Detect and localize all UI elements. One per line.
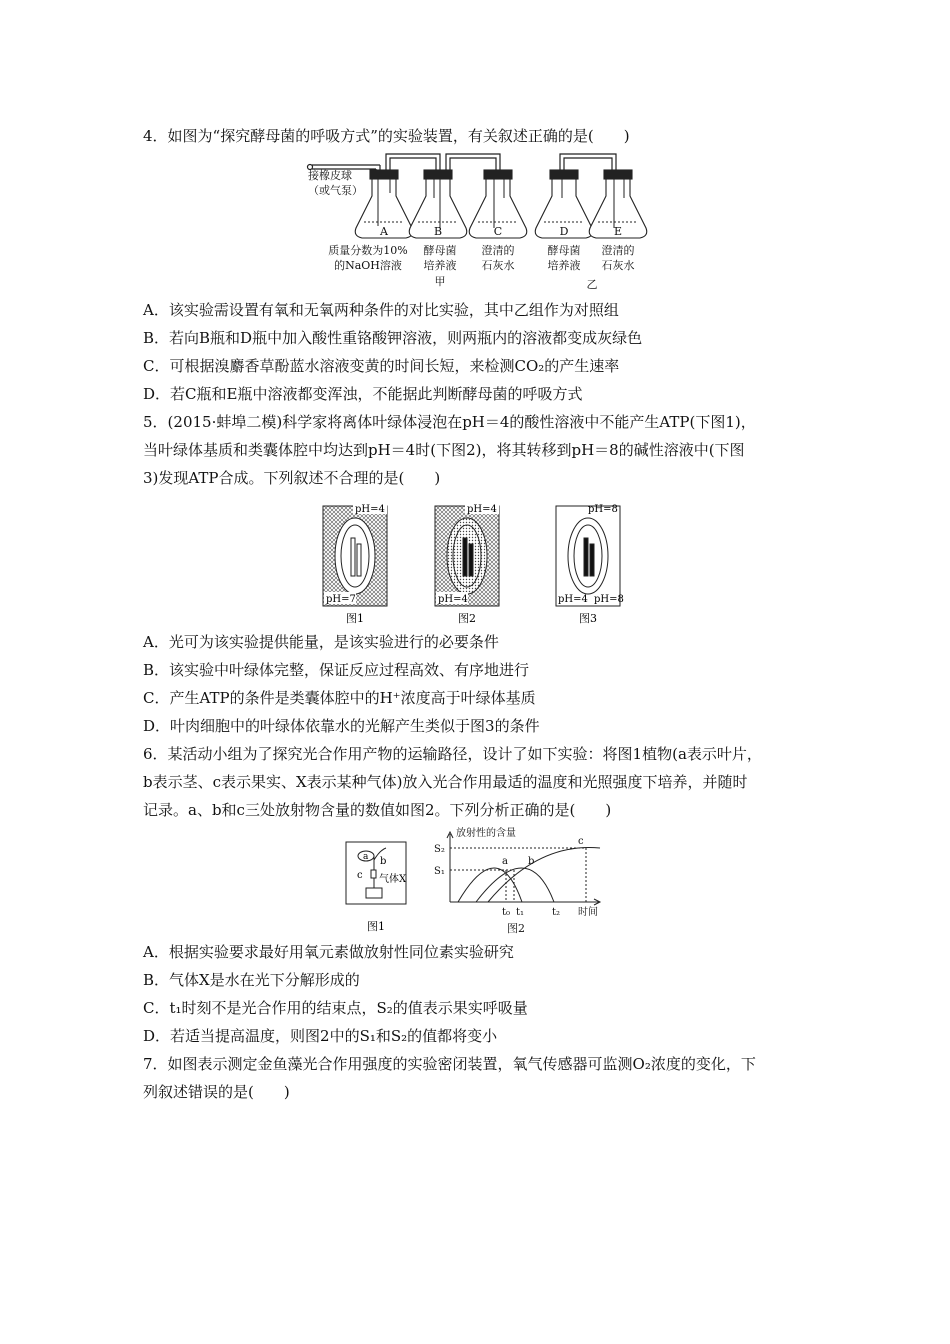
fig3-ph-top: pH=8 (588, 504, 618, 515)
fig2-ph-bottom: pH=4 (438, 594, 468, 605)
plant-label-c: c (357, 870, 363, 881)
q6-stem-line1: 6．某活动小组为了探究光合作用产物的运输路径，设计了如下实验：将图1植物(a表示叶片， (143, 745, 762, 763)
y-axis (447, 832, 453, 902)
q5-stem-line3: 3)发现ATP合成。下列叙述不合理的是( ) (143, 469, 441, 487)
q6-fig2-chart (428, 824, 608, 938)
q6-option-a: A．根据实验要求最好用氧元素做放射性同位素实验研究 (143, 943, 514, 961)
q5-option-a: A．光可为该实验提供能量，是该实验进行的必要条件 (143, 633, 499, 651)
q5-option-d: D．叶肉细胞中的叶绿体依靠水的光解产生类似于图3的条件 (143, 717, 540, 735)
t2-label: t₂ (552, 907, 561, 918)
x-axis-label: 时间 (578, 907, 598, 918)
flask-d-caption-2: 培养液 (547, 259, 581, 272)
s1-label: S₁ (434, 866, 445, 877)
q5-stem-line1: 5．(2015·蚌埠二模)科学家将离体叶绿体浸泡在pH＝4的酸性溶液中不能产生ATP(下图1)， (143, 413, 756, 431)
curve-label-c: c (578, 836, 584, 847)
group-yi-label: 乙 (586, 278, 598, 291)
q6-fig2-caption: 图2 (507, 922, 525, 935)
q6-option-b: B．气体X是水在光下分解形成的 (143, 971, 360, 989)
q4-apparatus-figure (300, 148, 670, 296)
q4-stem: 4．如图为“探究酵母菌的呼吸方式”的实验装置，有关叙述正确的是( ) (143, 127, 630, 145)
fig1-chloroplast (323, 502, 387, 606)
flask-e-caption-2: 石灰水 (601, 259, 635, 272)
flask-b-caption-1: 酵母菌 (423, 244, 457, 257)
q6-fig1-caption: 图1 (367, 920, 385, 933)
q4-option-d: D．若C瓶和E瓶中溶液都变浑浊，不能据此判断酵母菌的呼吸方式 (143, 385, 583, 403)
q6-stem-line3: 记录。a、b和c三处放射物含量的数值如图2。下列分析正确的是( ) (143, 801, 612, 819)
fig3-ph-bottom-left: pH=4 (558, 594, 588, 605)
s2-label: S₂ (434, 844, 445, 855)
fig3-ph-bottom-right: pH=8 (594, 594, 624, 605)
flask-a-caption-1: 质量分数为10% (328, 244, 408, 257)
q4-option-a: A．该实验需设置有氧和无氧两种条件的对比实验，其中乙组作为对照组 (143, 301, 619, 319)
flask-a-caption-2: 的NaOH溶液 (334, 259, 402, 272)
plant-label-a: a (363, 852, 369, 862)
q6-option-d: D．若适当提高温度，则图2中的S₁和S₂的值都将变小 (143, 1027, 498, 1045)
flask-letter-e: E (613, 225, 623, 238)
group-jia-label: 甲 (434, 275, 446, 288)
plant-gas-label: 气体X (379, 874, 407, 885)
q6-fig1-plant (340, 838, 418, 938)
flask-letter-b: B (433, 225, 443, 238)
q6-option-c: C．t₁时刻不是光合作用的结束点，S₂的值表示果实呼吸量 (143, 999, 528, 1017)
q4-option-c: C．可根据溴麝香草酚蓝水溶液变黄的时间长短，来检测CO₂的产生速率 (143, 357, 620, 375)
flask-letter-a: A (380, 225, 388, 238)
fig2-caption: 图2 (458, 612, 476, 625)
fig1-ph-bottom: pH=7 (326, 594, 356, 605)
q6-stem-line2: b表示茎、c表示果实、X表示某种气体)放入光合作用最适的温度和光照强度下培养，并随时 (143, 773, 748, 791)
fig3-chloroplast (556, 504, 624, 606)
q5-option-c: C．产生ATP的条件是类囊体腔中的H⁺浓度高于叶绿体基质 (143, 689, 536, 707)
q5-stem-line2: 当叶绿体基质和类囊体腔中均达到pH＝4时(下图2)，将其转移到pH＝8的碱性溶液中(下图 (143, 441, 745, 459)
fig1-caption: 图1 (346, 612, 364, 625)
flask-b-caption-2: 培养液 (423, 259, 457, 272)
flask-c-caption-1: 澄清的 (481, 244, 515, 257)
flask-letter-c: C (493, 225, 503, 238)
t0-label: t₀ (502, 907, 511, 918)
pump-label-line2: （或气泵） (308, 184, 363, 197)
q7-stem-line2: 列叙述错误的是( ) (143, 1083, 290, 1101)
y-axis-label: 放射性的含量 (456, 828, 516, 839)
curve-label-a: a (502, 856, 508, 867)
fig2-chloroplast (435, 502, 499, 606)
q4-option-b: B．若向B瓶和D瓶中加入酸性重铬酸钾溶液，则两瓶内的溶液都变成灰绿色 (143, 329, 643, 347)
fig1-ph-top: pH=4 (355, 504, 385, 515)
fig2-ph-top: pH=4 (467, 504, 497, 515)
curve-label-b: b (528, 856, 535, 867)
x-axis (450, 899, 600, 905)
plant-label-b: b (380, 856, 387, 867)
flask-c-caption-2: 石灰水 (481, 259, 515, 272)
flask-e-caption-1: 澄清的 (601, 244, 635, 257)
q7-stem-line1: 7．如图表示测定金鱼藻光合作用强度的实验密闭装置，氧气传感器可监测O₂浓度的变化，下 (143, 1055, 756, 1073)
q5-chloroplast-figures (318, 500, 638, 630)
fig3-caption: 图3 (579, 612, 597, 625)
pump-label-line1: 接橡皮球 (308, 169, 352, 182)
flask-d-caption-1: 酵母菌 (547, 244, 581, 257)
q5-option-b: B．该实验中叶绿体完整，保证反应过程高效、有序地进行 (143, 661, 530, 679)
t1-label: t₁ (516, 907, 525, 918)
flask-letter-d: D (559, 225, 569, 238)
